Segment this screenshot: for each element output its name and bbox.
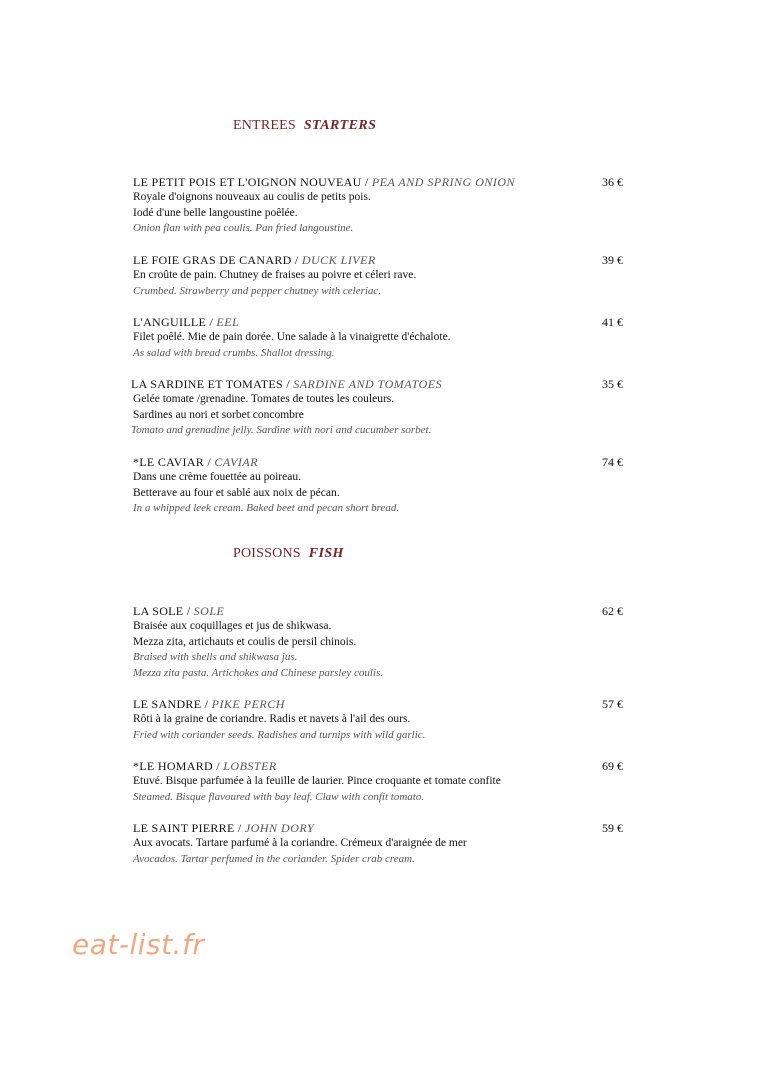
section-title-starters bbox=[233, 118, 376, 134]
menu-item bbox=[133, 604, 623, 681]
item-price: 62 € bbox=[602, 604, 623, 618]
watermark-text: eat-list.fr bbox=[72, 928, 205, 961]
item-description-fr: Aux avocats. Tartare parfumé à la coriandre. Crémeux d'araignée de mer bbox=[133, 837, 467, 849]
item-description-en: As salad with bread crumbs. Shallot dressing. bbox=[133, 346, 335, 359]
menu-item bbox=[131, 377, 623, 439]
item-name-en: LOBSTER bbox=[223, 759, 277, 773]
item-name-fr: L'ANGUILLE bbox=[133, 315, 207, 329]
item-price: 69 € bbox=[602, 759, 623, 773]
item-name-en: EEL bbox=[216, 315, 240, 329]
item-price: 57 € bbox=[602, 697, 623, 711]
item-name-en: CAVIAR bbox=[214, 455, 259, 469]
item-description-en: Mezza zita pasta. Artichokes and Chinese parsley coulis. bbox=[133, 666, 384, 679]
item-price: 41 € bbox=[602, 315, 623, 329]
item-separator: / bbox=[213, 759, 224, 773]
item-name-en: DUCK LIVER bbox=[301, 253, 376, 267]
item-name-fr: LE FOIE GRAS DE CANARD bbox=[133, 253, 292, 267]
item-heading bbox=[133, 175, 623, 190]
item-name-en: JOHN DORY bbox=[244, 821, 315, 835]
item-name-fr: LA SARDINE ET TOMATES bbox=[131, 377, 283, 391]
item-description-en: Avocados. Tartar perfumed in the coriander. Spider crab cream. bbox=[133, 852, 415, 865]
item-description-fr: Gelée tomate /grenadine. Tomates de toutes les couleurs. bbox=[133, 393, 395, 405]
item-name-fr: *LE CAVIAR bbox=[133, 455, 205, 469]
item-price: 59 € bbox=[602, 821, 623, 835]
item-heading bbox=[133, 253, 623, 268]
item-description-fr: Royale d'oignons nouveaux au coulis de petits pois. bbox=[133, 191, 371, 203]
item-description-fr: Filet poêlé. Mie de pain dorée. Une salade à la vinaigrette d'échalote. bbox=[133, 331, 451, 343]
item-heading bbox=[131, 377, 623, 392]
item-heading bbox=[133, 455, 623, 470]
item-separator: / bbox=[204, 455, 215, 469]
item-separator: / bbox=[206, 315, 217, 329]
item-name-fr: LA SOLE bbox=[133, 604, 184, 618]
item-price: 36 € bbox=[602, 175, 623, 189]
item-description-en: Tomato and grenadine jelly. Sardine with nori and cucumber sorbet. bbox=[131, 424, 432, 436]
menu-item bbox=[133, 697, 623, 743]
item-name-en: PEA AND SPRING ONION bbox=[371, 175, 516, 189]
item-price: 35 € bbox=[602, 377, 623, 391]
item-name-fr: *LE HOMARD bbox=[133, 759, 213, 773]
section-title-fr: ENTREES bbox=[233, 118, 296, 133]
section-title-en: STARTERS bbox=[303, 118, 377, 133]
item-name-en: PIKE PERCH bbox=[211, 697, 285, 711]
menu-item bbox=[133, 455, 623, 517]
item-description-fr: Mezza zita, artichauts et coulis de persil chinois. bbox=[133, 635, 357, 648]
item-name-en: SOLE bbox=[193, 604, 225, 618]
item-heading bbox=[133, 315, 623, 330]
item-description-fr: Braisée aux coquillages et jus de shikwasa. bbox=[133, 620, 332, 632]
section-title-en: FISH bbox=[308, 546, 344, 561]
item-description-en: In a whipped leek cream. Baked beet and pecan short bread. bbox=[133, 502, 400, 514]
item-heading bbox=[133, 697, 623, 712]
menu-item bbox=[133, 253, 623, 299]
item-description-en: Steamed. Bisque flavoured with bay leaf. Claw with confit tomato. bbox=[133, 790, 425, 803]
item-price: 74 € bbox=[602, 455, 623, 469]
item-separator: / bbox=[361, 175, 372, 189]
item-description-en: Braised with shells and shikwasa jus. bbox=[133, 651, 298, 663]
item-name-fr: LE SAINT PIERRE bbox=[133, 821, 235, 835]
item-description-en: Onion flan with pea coulis. Pan fried langoustine. bbox=[133, 222, 354, 234]
item-name-fr: LE PETIT POIS ET L'OIGNON NOUVEAU bbox=[133, 175, 362, 189]
item-name-en: SARDINE AND TOMATOES bbox=[293, 377, 443, 391]
item-heading bbox=[133, 821, 623, 836]
item-separator: / bbox=[183, 604, 194, 618]
item-description-fr: En croûte de pain. Chutney de fraises au poivre et céleri rave. bbox=[133, 269, 417, 281]
menu-item bbox=[133, 315, 623, 361]
item-description-en: Crumbed. Strawberry and pepper chutney with celeriac. bbox=[133, 284, 382, 297]
item-description-fr: Dans une crème fouettée au poireau. bbox=[133, 471, 301, 483]
item-description-fr: Sardines au nori et sorbet concombre bbox=[133, 408, 304, 421]
item-price: 39 € bbox=[602, 253, 623, 267]
section-title-fr: POISSONS bbox=[233, 546, 301, 561]
menu-item bbox=[133, 175, 623, 237]
menu-item bbox=[133, 821, 623, 867]
section-title-fish bbox=[233, 546, 344, 562]
item-heading bbox=[133, 759, 623, 774]
item-description-fr: Betterave au four et sablé aux noix de pécan. bbox=[133, 486, 340, 499]
item-heading bbox=[133, 604, 623, 619]
item-separator: / bbox=[234, 821, 245, 835]
item-separator: / bbox=[201, 697, 212, 711]
item-name-fr: LE SANDRE bbox=[133, 697, 202, 711]
item-description-fr: Rôti à la graine de coriandre. Radis et navets à l'ail des ours. bbox=[133, 713, 411, 725]
item-separator: / bbox=[282, 377, 294, 391]
item-description-en: Fried with coriander seeds. Radishes and turnips with wild garlic. bbox=[133, 728, 426, 741]
menu-item bbox=[133, 759, 623, 805]
item-separator: / bbox=[291, 253, 302, 267]
item-description-fr: Etuvé. Bisque parfumée à la feuille de laurier. Pince croquante et tomate confite bbox=[133, 775, 501, 787]
item-description-fr: Iodé d'une belle langoustine poêlée. bbox=[133, 206, 298, 219]
